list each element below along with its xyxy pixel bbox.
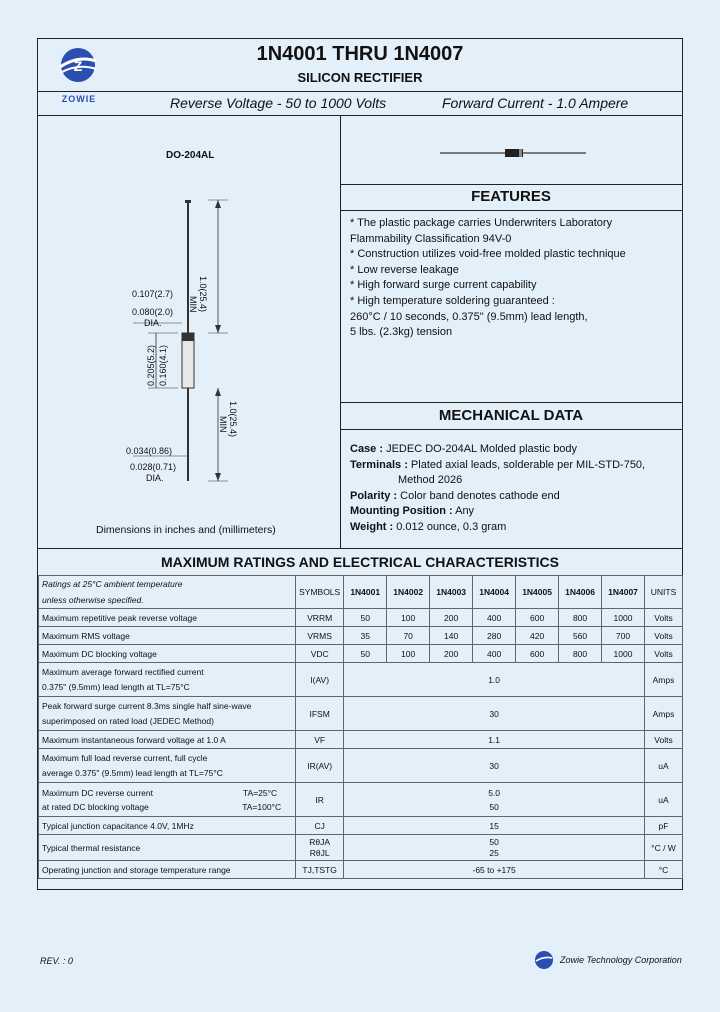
feature-line: Flammability Classification 94V-0 (350, 232, 512, 245)
top-lead-min: MIN (188, 296, 198, 313)
mech-item: Mounting Position : Any (350, 505, 475, 518)
part-header: 1N4006 (559, 576, 602, 609)
mech-item: Polarity : Color band denotes cathode end (350, 489, 560, 502)
table-row: Maximum DC blocking voltage VDC 50 100 200 400 600 800 1000 Volts (39, 645, 683, 663)
datasheet (37, 38, 683, 890)
page-subtitle: SILICON RECTIFIER (297, 70, 423, 85)
table-note: Ratings at 25°C ambient temperature unless otherwise specified. (39, 576, 296, 609)
table-row: Maximum RMS voltage VRMS 35 70 140 280 420 560 700 Volts (39, 627, 683, 645)
part-header: 1N4005 (516, 576, 559, 609)
table-row: Typical junction capacitance 4.0V, 1MHz CJ 15 pF (39, 817, 683, 835)
table-row: Peak forward surge current 8.3ms single half sine-wave superimposed on rated load (JEDEC Method) IFSM 30 Amps (39, 697, 683, 731)
mech-item: Weight : 0.012 ounce, 0.3 gram (350, 520, 507, 533)
table-row: Operating junction and storage temperature range TJ,TSTG -65 to +175 °C (39, 861, 683, 879)
feature-line: * Construction utilizes void-free molded plastic technique (350, 248, 626, 261)
diode-image-box (340, 116, 682, 185)
body-length-min: 0.160(4.1) (158, 344, 168, 386)
mechanical-list (350, 442, 680, 536)
mechanical-header (340, 402, 682, 430)
right-pane (340, 116, 682, 548)
package-outline (38, 116, 341, 548)
reverse-voltage: Reverse Voltage - 50 to 1000 Volts (170, 95, 387, 111)
mech-item: Terminals : Plated axial leads, solderable per MIL-STD-750, (350, 458, 646, 471)
top-lead-length: 1.0(25.4) (198, 276, 208, 313)
svg-text:Z: Z (73, 58, 83, 74)
table-row: Maximum instantaneous forward voltage at 1.0 A VF 1.1 Volts (39, 731, 683, 749)
mechanical-title: MECHANICAL DATA (438, 407, 584, 424)
symbols-header: SYMBOLS (296, 576, 344, 609)
features-list (350, 216, 680, 341)
table-row: Typical thermal resistance RθJA RθJL 50 25 °C / W (39, 835, 683, 861)
part-header: 1N4002 (387, 576, 430, 609)
package-name: DO-204AL (166, 150, 215, 161)
diode-icon (340, 116, 682, 184)
lead-dia-max: 0.034(0.86) (126, 446, 173, 456)
header (38, 39, 682, 92)
page-title: 1N4001 THRU 1N4007 (256, 43, 464, 65)
feature-line: 5 lbs. (2.3kg) tension (350, 326, 453, 339)
dimensions-note: Dimensions in inches and (millimeters) (96, 524, 276, 536)
table-row: Maximum DC reverse current at rated DC blocking voltage TA=25°C TA=100°C IR 5.0 50 uA (39, 783, 683, 817)
features-title: FEATURES (471, 188, 551, 205)
company-name: Zowie Technology Corporation (560, 955, 682, 965)
part-header: 1N4004 (473, 576, 516, 609)
forward-current: Forward Current - 1.0 Ampere (442, 95, 629, 111)
bottom-lead-min: MIN (218, 416, 228, 433)
ratings-banner (38, 91, 682, 116)
feature-line: * The plastic package carries Underwriters Laboratory (350, 217, 613, 229)
part-header: 1N4007 (602, 576, 645, 609)
body-length-max: 0.205(5.2) (146, 344, 156, 386)
bottom-lead-length: 1.0(25.4) (228, 401, 238, 438)
part-header: 1N4003 (430, 576, 473, 609)
ratings-table (38, 575, 683, 879)
units-header: UNITS (645, 576, 683, 609)
feature-line: * Low reverse leakage (350, 263, 459, 276)
mech-item: Method 2026 (398, 474, 463, 487)
lead-dia-min: 0.028(0.71) (130, 462, 177, 472)
table-row: Maximum repetitive peak reverse voltage VRRM 50 100 200 400 600 800 1000 Volts (39, 609, 683, 627)
feature-line: 260°C / 10 seconds, 0.375" (9.5mm) lead length, (350, 310, 588, 323)
ratings-title: MAXIMUM RATINGS AND ELECTRICAL CHARACTERISTICS (38, 548, 682, 576)
table-row: Maximum full load reverse current, full cycle average 0.375" (9.5mm) lead length at TL=75°C IR(AV) 30 uA (39, 749, 683, 783)
table-header-row (39, 576, 683, 609)
features-header (340, 184, 682, 211)
logo-text: ZOWIE (61, 94, 97, 104)
table-row: Maximum average forward rectified current 0.375" (9.5mm) lead length at TL=75°C I(AV) 1.0 Amps (39, 663, 683, 697)
body-dia-max: 0.107(2.7) (132, 289, 174, 299)
revision: REV. : 0 (40, 956, 73, 966)
body-dia-label: DIA. (144, 318, 162, 328)
feature-line: * High temperature soldering guaranteed : (350, 294, 555, 307)
company-logo-icon (534, 950, 554, 970)
feature-line: * High forward surge current capability (350, 279, 537, 292)
mech-item: Case : JEDEC DO-204AL Molded plastic body (350, 443, 578, 455)
body-dia-min: 0.080(2.0) (132, 307, 174, 317)
part-header: 1N4001 (344, 576, 387, 609)
outline-drawing (38, 116, 340, 548)
lead-dia-label: DIA. (146, 473, 164, 483)
